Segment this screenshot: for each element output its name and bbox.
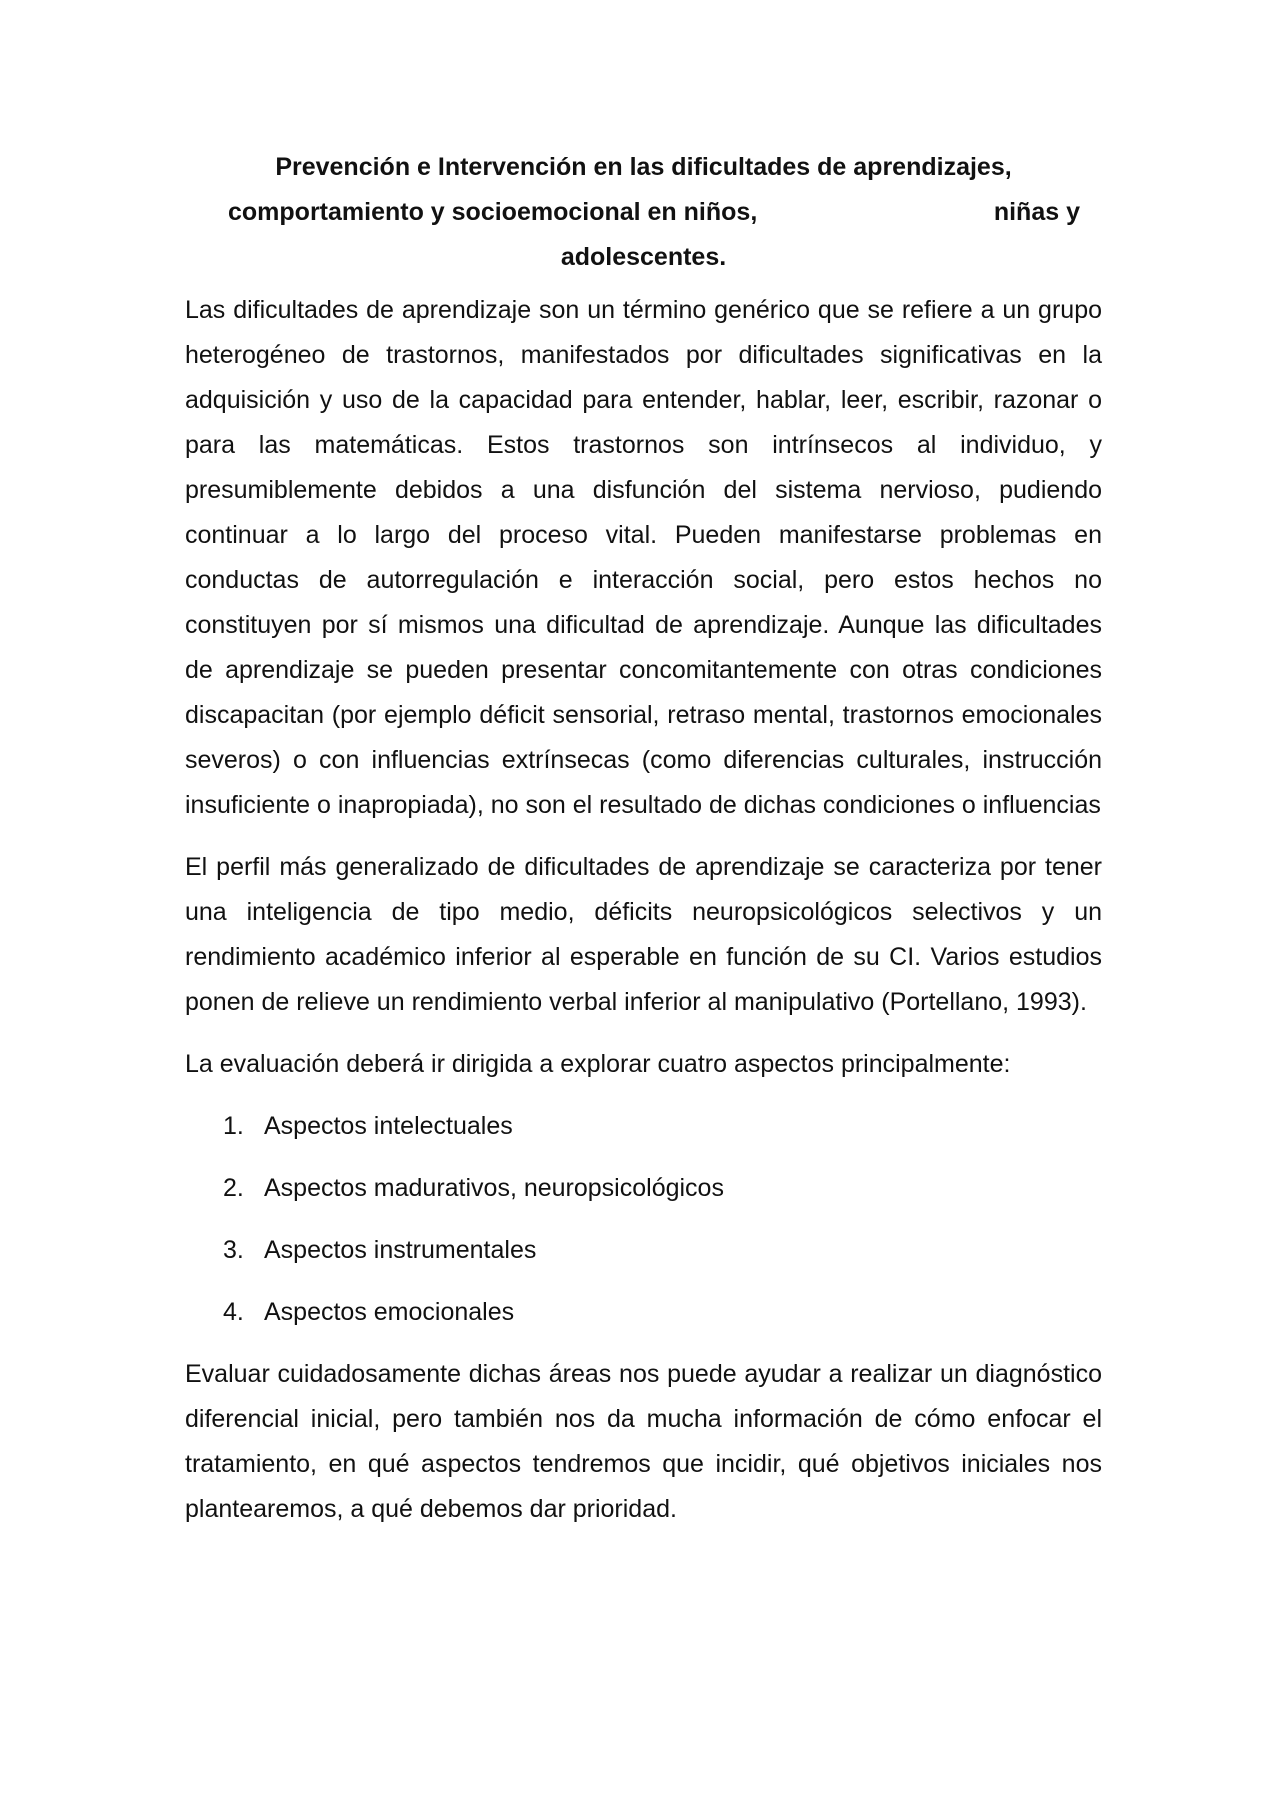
- paragraph-closing: Evaluar cuidadosamente dichas áreas nos puede ayudar a realizar un diagnóstico diferencial inicial, pero también nos da mucha información de cómo enfocar el tratamiento, en qué aspectos tendremos que incidir, qué objetivos iniciales nos plantearemos, a qué debemos dar prioridad.: [185, 1360, 1102, 1523]
- title-line-1: Prevención e Intervención en las dificultades de aprendizajes,: [275, 153, 1012, 181]
- list-item: [185, 1290, 1102, 1335]
- list-item: [185, 1166, 1102, 1211]
- list-item-number: 4.: [223, 1298, 244, 1326]
- list-item-number: 2.: [223, 1174, 244, 1202]
- title-line-2-right: niñas y: [993, 198, 1080, 226]
- list-item: [185, 1104, 1102, 1149]
- list-item: [185, 1228, 1102, 1273]
- aspects-list: [185, 1104, 1102, 1335]
- list-item-number: 1.: [223, 1112, 244, 1140]
- paragraph-profile: El perfil más generalizado de dificultades de aprendizaje se caracteriza por tener una inteligencia de tipo medio, déficits neuropsicológicos selectivos y un rendimiento académico inferior al esperable en función de su CI. Varios estudios ponen de relieve un rendimiento verbal inferior al manipulativo (Portellano, 1993).: [185, 853, 1102, 1016]
- list-item-text: Aspectos intelectuales: [264, 1112, 513, 1140]
- paragraph-intro: Las dificultades de aprendizaje son un término genérico que se refiere a un grupo heterogéneo de trastornos, manifestados por dificultades significativas en la adquisición y uso de la capacidad para entender, hablar, leer, escribir, razonar o para las matemáticas. Estos trastornos son intrínsecos al individuo, y presumiblemente debidos a una disfunción del sistema nervioso, pudiendo continuar a lo largo del proceso vital. Pueden manifestarse problemas en conductas de autorregulación e interacción social, pero estos hechos no constituyen por sí mismos una dificultad de aprendizaje. Aunque las dificultades de aprendizaje se pueden presentar concomitantemente con otras condiciones discapacitan (por ejemplo déficit sensorial, retraso mental, trastornos emocionales severos) o con influencias extrínsecas (como diferencias culturales, instrucción insuficiente o inapropiada), no son el resultado de dichas condiciones o influencias: [185, 296, 1102, 819]
- title-line-2-left: comportamiento y socioemocional en niños,: [228, 198, 758, 226]
- paragraph-evaluation: La evaluación deberá ir dirigida a explorar cuatro aspectos principalmente:: [185, 1050, 1011, 1078]
- document-page: [185, 145, 1102, 1549]
- document-title: [185, 145, 1102, 280]
- list-item-text: Aspectos emocionales: [264, 1298, 515, 1326]
- list-item-text: Aspectos instrumentales: [264, 1236, 537, 1264]
- title-line-2: [185, 190, 1102, 235]
- list-item-number: 3.: [223, 1236, 244, 1264]
- list-item-text: Aspectos madurativos, neuropsicológicos: [264, 1174, 724, 1202]
- title-line-3: adolescentes.: [560, 243, 727, 271]
